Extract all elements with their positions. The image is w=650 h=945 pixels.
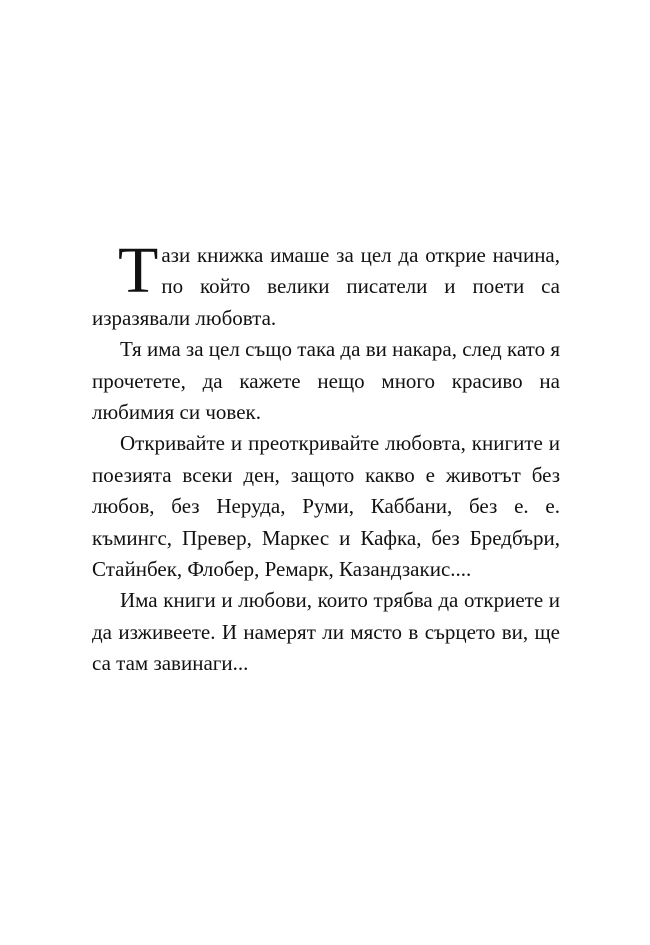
paragraph-1 <box>92 234 560 334</box>
paragraph-3: Откривайте и преоткривайте любовта, книгите и поезията всеки ден, защото какво е животът без любов, без Неруда, Руми, Каббани, без е. е. къмингс, Превер, Маркес и Кафка, без Бредбъри, Стайнбек, Флобер, Ремарк, Казандзакис.... <box>92 431 560 582</box>
paragraph-4: Има книги и любови, които трябва да откриете и да изживеете. И намерят ли място в сърцето ви, ще са там завинаги... <box>92 588 560 676</box>
paragraph-1-text: ази книжка имаше за цел да открие начина, по който велики писатели и поети са изразявали любовта. <box>92 243 560 330</box>
body-text <box>92 234 560 680</box>
paragraph-2: Тя има за цел също така да ви накара, след като я прочетете, да кажете нещо много красиво на любимия си човек. <box>92 337 560 425</box>
drop-cap-letter: Т <box>118 234 159 307</box>
